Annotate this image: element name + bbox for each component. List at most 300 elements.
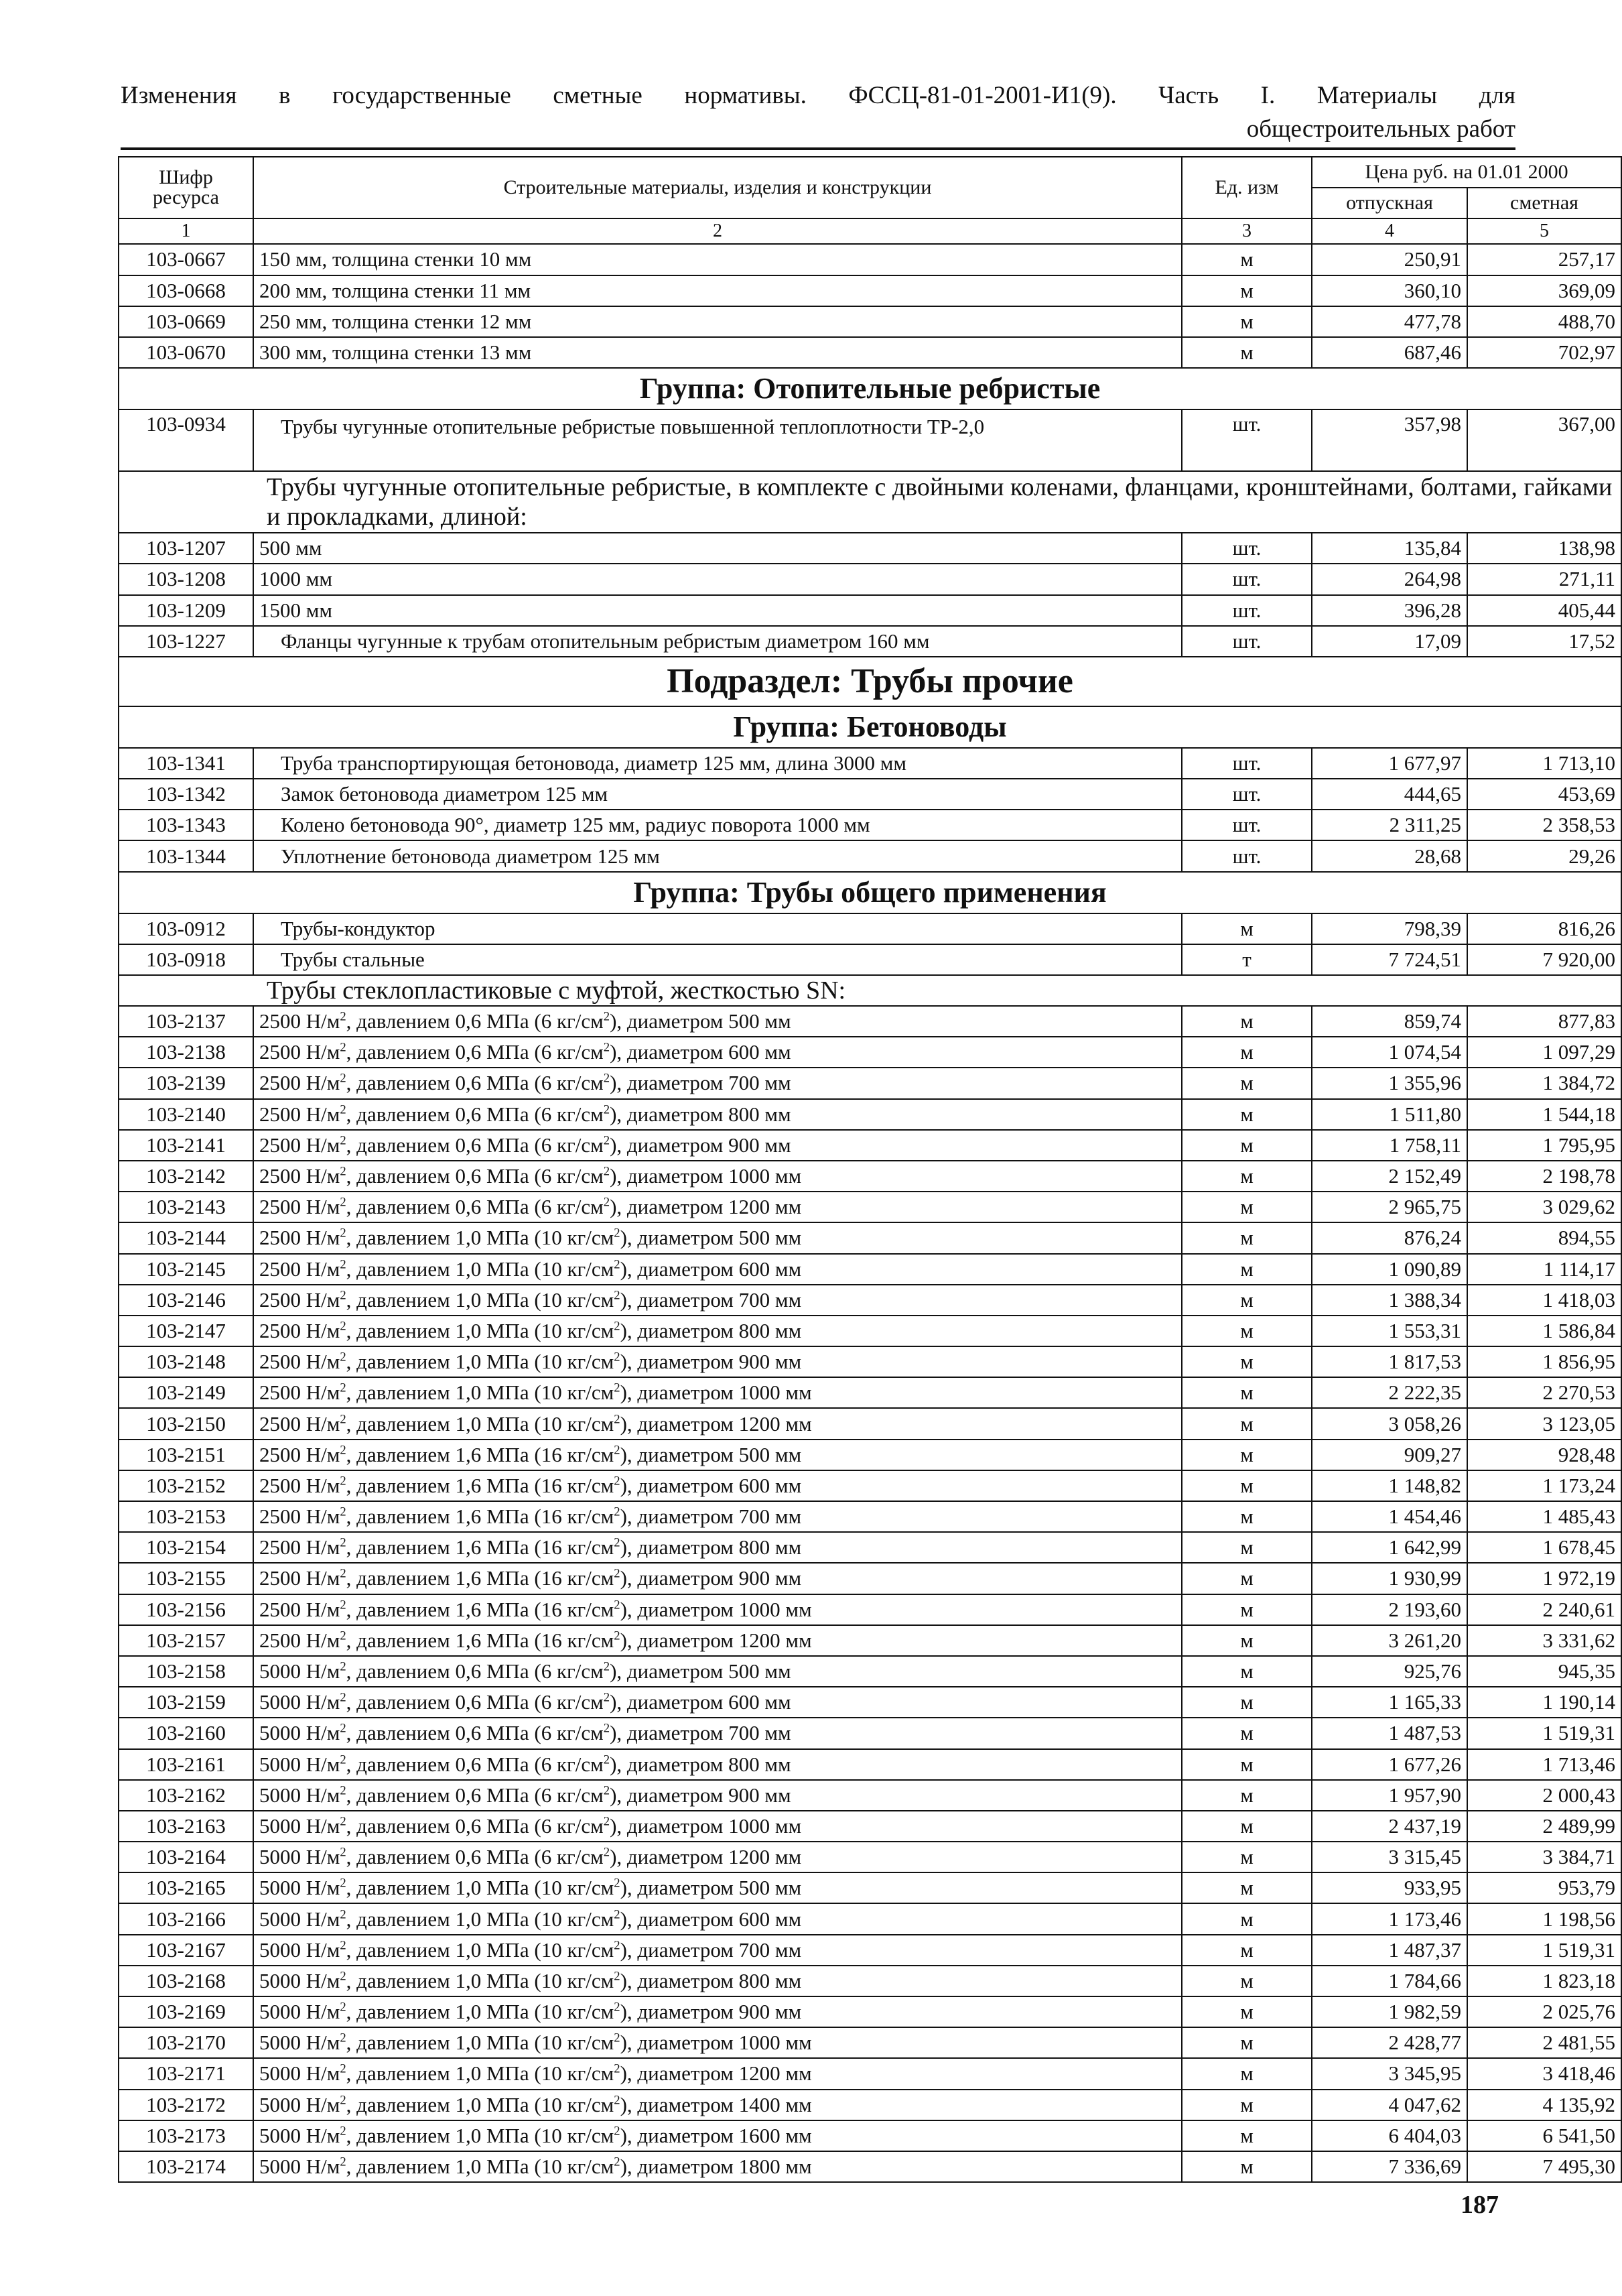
unit-cell: м	[1182, 1780, 1312, 1811]
resource-code: 103-2140	[119, 1099, 253, 1130]
release-price: 1 173,46	[1312, 1903, 1467, 1934]
unit-cell: м	[1182, 1903, 1312, 1934]
unit-cell: м	[1182, 1842, 1312, 1872]
material-name: 2500 $Н/м^2$, давлением 1,0 МПа (10 $кг/см^2$), диаметром 600 мм	[253, 1254, 1182, 1285]
table-row	[119, 2058, 1621, 2089]
material-name: 5000 $Н/м^2$, давлением 1,0 МПа (10 $кг/см^2$), диаметром 600 мм	[253, 1903, 1182, 1934]
table-row	[119, 1966, 1621, 1996]
release-price: 909,27	[1312, 1440, 1467, 1470]
resource-code: 103-1341	[119, 748, 253, 779]
release-price: 1 817,53	[1312, 1346, 1467, 1377]
table-row	[119, 1687, 1621, 1718]
unit-cell: шт.	[1182, 595, 1312, 626]
unit-cell: м	[1182, 1037, 1312, 1068]
release-price: 2 311,25	[1312, 810, 1467, 840]
group-heading-row	[119, 706, 1621, 748]
unit-cell: м	[1182, 1222, 1312, 1253]
unit-cell: м	[1182, 1377, 1312, 1408]
release-price: 135,84	[1312, 533, 1467, 564]
material-name: 2500 $Н/м^2$, давлением 0,6 МПа (6 $кг/см^2$), диаметром 500 мм	[253, 1006, 1182, 1037]
release-price: 876,24	[1312, 1222, 1467, 1253]
estimate-price: 7 920,00	[1467, 944, 1621, 975]
header-price-release: отпускная	[1312, 188, 1467, 218]
release-price: 1 758,11	[1312, 1130, 1467, 1161]
estimate-price: 1 823,18	[1467, 1966, 1621, 1996]
unit-cell: м	[1182, 1625, 1312, 1656]
release-price: 2 428,77	[1312, 2027, 1467, 2058]
estimate-price: 1 418,03	[1467, 1285, 1621, 1316]
unit-cell: шт.	[1182, 779, 1312, 810]
resource-code: 103-1209	[119, 595, 253, 626]
release-price: 1 454,46	[1312, 1501, 1467, 1532]
materials-price-table	[118, 156, 1622, 2183]
material-name: 2500 $Н/м^2$, давлением 1,0 МПа (10 $кг/см^2$), диаметром 1000 мм	[253, 1377, 1182, 1408]
table-row	[119, 1068, 1621, 1098]
table-row	[119, 1532, 1621, 1563]
estimate-price: 1 198,56	[1467, 1903, 1621, 1934]
unit-cell: м	[1182, 1872, 1312, 1903]
resource-code: 103-2169	[119, 1996, 253, 2027]
table-row	[119, 533, 1621, 564]
unit-cell: шт.	[1182, 409, 1312, 471]
unit-cell: м	[1182, 1966, 1312, 1996]
estimate-price: 928,48	[1467, 1440, 1621, 1470]
material-name: 2500 $Н/м^2$, давлением 0,6 МПа (6 $кг/см^2$), диаметром 900 мм	[253, 1130, 1182, 1161]
resource-code: 103-2155	[119, 1563, 253, 1594]
estimate-price: 3 384,71	[1467, 1842, 1621, 1872]
page-number: 187	[1461, 2191, 1499, 2219]
resource-code: 103-2171	[119, 2058, 253, 2089]
estimate-price: 2 358,53	[1467, 810, 1621, 840]
header-title-line2: общестроительных работ	[1246, 115, 1515, 143]
table-row	[119, 1656, 1621, 1687]
release-price: 264,98	[1312, 564, 1467, 594]
resource-code: 103-2172	[119, 2090, 253, 2120]
header-price-estimate: сметная	[1467, 188, 1621, 218]
estimate-price: 1 190,14	[1467, 1687, 1621, 1718]
material-name: 5000 $Н/м^2$, давлением 0,6 МПа (6 $кг/см^2$), диаметром 900 мм	[253, 1780, 1182, 1811]
table-row	[119, 810, 1621, 840]
material-name: 300 мм, толщина стенки 13 мм	[253, 337, 1182, 368]
release-price: 2 222,35	[1312, 1377, 1467, 1408]
material-name: 5000 $Н/м^2$, давлением 1,0 МПа (10 $кг/см^2$), диаметром 1000 мм	[253, 2027, 1182, 2058]
release-price: 1 388,34	[1312, 1285, 1467, 1316]
table-row	[119, 1099, 1621, 1130]
unit-cell: м	[1182, 2151, 1312, 2182]
resource-code: 103-2167	[119, 1935, 253, 1966]
material-name: 2500 $Н/м^2$, давлением 0,6 МПа (6 $кг/см^2$), диаметром 600 мм	[253, 1037, 1182, 1068]
material-name: 5000 $Н/м^2$, давлением 0,6 МПа (6 $кг/см^2$), диаметром 600 мм	[253, 1687, 1182, 1718]
estimate-price: 488,70	[1467, 306, 1621, 337]
material-name: 2500 $Н/м^2$, давлением 0,6 МПа (6 $кг/см^2$), диаметром 700 мм	[253, 1068, 1182, 1098]
estimate-price: 1 795,95	[1467, 1130, 1621, 1161]
material-name: 5000 $Н/м^2$, давлением 0,6 МПа (6 $кг/см^2$), диаметром 1200 мм	[253, 1842, 1182, 1872]
material-name: 5000 $Н/м^2$, давлением 1,0 МПа (10 $кг/см^2$), диаметром 1800 мм	[253, 2151, 1182, 2182]
table-header-row	[119, 157, 1621, 188]
estimate-price: 1 519,31	[1467, 1718, 1621, 1748]
material-name: 1500 мм	[253, 595, 1182, 626]
material-name: 5000 $Н/м^2$, давлением 1,0 МПа (10 $кг/см^2$), диаметром 1200 мм	[253, 2058, 1182, 2089]
table-row	[119, 1718, 1621, 1748]
estimate-price: 945,35	[1467, 1656, 1621, 1687]
estimate-price: 405,44	[1467, 595, 1621, 626]
resource-code: 103-2156	[119, 1594, 253, 1625]
resource-code: 103-2173	[119, 2120, 253, 2151]
estimate-price: 1 713,10	[1467, 748, 1621, 779]
release-price: 933,95	[1312, 1872, 1467, 1903]
estimate-price: 1 713,46	[1467, 1749, 1621, 1780]
table-row	[119, 337, 1621, 368]
resource-code: 103-2168	[119, 1966, 253, 1996]
resource-code: 103-2141	[119, 1130, 253, 1161]
estimate-price: 3 029,62	[1467, 1192, 1621, 1222]
release-price: 28,68	[1312, 840, 1467, 871]
release-price: 1 165,33	[1312, 1687, 1467, 1718]
estimate-price: 1 586,84	[1467, 1316, 1621, 1346]
release-price: 1 148,82	[1312, 1470, 1467, 1501]
resource-code: 103-2151	[119, 1440, 253, 1470]
table-row	[119, 1563, 1621, 1594]
table-row	[119, 1501, 1621, 1532]
resource-code: 103-2158	[119, 1656, 253, 1687]
release-price: 1 982,59	[1312, 1996, 1467, 2027]
estimate-price: 1 544,18	[1467, 1099, 1621, 1130]
estimate-price: 6 541,50	[1467, 2120, 1621, 2151]
material-name: 2500 $Н/м^2$, давлением 1,6 МПа (16 $кг/см^2$), диаметром 800 мм	[253, 1532, 1182, 1563]
unit-cell: м	[1182, 1440, 1312, 1470]
resource-code: 103-0667	[119, 244, 253, 275]
material-name: 5000 $Н/м^2$, давлением 1,0 МПа (10 $кг/см^2$), диаметром 800 мм	[253, 1966, 1182, 1996]
resource-code: 103-2152	[119, 1470, 253, 1501]
estimate-price: 2 025,76	[1467, 1996, 1621, 2027]
estimate-price: 1 856,95	[1467, 1346, 1621, 1377]
header-unit: Ед. изм	[1182, 157, 1312, 218]
unit-cell: м	[1182, 1099, 1312, 1130]
column-number: 2	[253, 218, 1182, 244]
resource-code: 103-2170	[119, 2027, 253, 2058]
resource-code: 103-2142	[119, 1161, 253, 1192]
table-row	[119, 1903, 1621, 1934]
estimate-price: 2 481,55	[1467, 2027, 1621, 2058]
release-price: 1 957,90	[1312, 1780, 1467, 1811]
header-price: Цена руб. на 01.01 2000	[1312, 157, 1621, 188]
table-row	[119, 1346, 1621, 1377]
material-name: 2500 $Н/м^2$, давлением 1,0 МПа (10 $кг/см^2$), диаметром 500 мм	[253, 1222, 1182, 1253]
estimate-price: 2 240,61	[1467, 1594, 1621, 1625]
estimate-price: 29,26	[1467, 840, 1621, 871]
estimate-price: 2 270,53	[1467, 1377, 1621, 1408]
table-row	[119, 1811, 1621, 1842]
group-heading-row	[119, 872, 1621, 913]
estimate-price: 702,97	[1467, 337, 1621, 368]
resource-code: 103-1344	[119, 840, 253, 871]
release-price: 1 074,54	[1312, 1037, 1467, 1068]
unit-cell: шт.	[1182, 840, 1312, 871]
resource-code: 103-2154	[119, 1532, 253, 1563]
subsection-heading: Подраздел: Трубы прочие	[119, 657, 1621, 706]
table-row	[119, 1285, 1621, 1316]
resource-code: 103-1208	[119, 564, 253, 594]
release-price: 250,91	[1312, 244, 1467, 275]
header-title-line1: Изменения в государственные сметные нормативы. ФССЦ-81-01-2001-И1(9). Часть I. Материалы для	[121, 82, 1515, 109]
page-header	[121, 79, 1515, 150]
material-name: 2500 $Н/м^2$, давлением 1,6 МПа (16 $кг/см^2$), диаметром 500 мм	[253, 1440, 1182, 1470]
table-row	[119, 1006, 1621, 1037]
resource-code: 103-2162	[119, 1780, 253, 1811]
material-name: 5000 $Н/м^2$, давлением 0,6 МПа (6 $кг/см^2$), диаметром 800 мм	[253, 1749, 1182, 1780]
table-row	[119, 944, 1621, 975]
unit-cell: м	[1182, 1068, 1312, 1098]
release-price: 1 677,97	[1312, 748, 1467, 779]
unit-cell: шт.	[1182, 533, 1312, 564]
resource-code: 103-2159	[119, 1687, 253, 1718]
unit-cell: т	[1182, 944, 1312, 975]
material-name: 5000 $Н/м^2$, давлением 0,6 МПа (6 $кг/см^2$), диаметром 500 мм	[253, 1656, 1182, 1687]
material-name: 5000 $Н/м^2$, давлением 0,6 МПа (6 $кг/см^2$), диаметром 1000 мм	[253, 1811, 1182, 1842]
resource-code: 103-1343	[119, 810, 253, 840]
material-name: 5000 $Н/м^2$, давлением 1,0 МПа (10 $кг/см^2$), диаметром 900 мм	[253, 1996, 1182, 2027]
unit-cell: м	[1182, 1935, 1312, 1966]
column-number: 3	[1182, 218, 1312, 244]
resource-code: 103-1227	[119, 626, 253, 657]
resource-code: 103-2139	[119, 1068, 253, 1098]
release-price: 1 511,80	[1312, 1099, 1467, 1130]
unit-cell: шт.	[1182, 626, 1312, 657]
material-name: 200 мм, толщина стенки 11 мм	[253, 275, 1182, 306]
release-price: 1 784,66	[1312, 1966, 1467, 1996]
release-price: 4 047,62	[1312, 2090, 1467, 2120]
estimate-price: 1 384,72	[1467, 1068, 1621, 1098]
material-name: 5000 $Н/м^2$, давлением 1,0 МПа (10 $кг/см^2$), диаметром 700 мм	[253, 1935, 1182, 1966]
estimate-price: 7 495,30	[1467, 2151, 1621, 2182]
unit-cell: м	[1182, 1316, 1312, 1346]
material-name: 250 мм, толщина стенки 12 мм	[253, 306, 1182, 337]
unit-cell: шт.	[1182, 810, 1312, 840]
unit-cell: м	[1182, 1718, 1312, 1748]
unit-cell: м	[1182, 337, 1312, 368]
unit-cell: м	[1182, 1161, 1312, 1192]
material-name: 2500 $Н/м^2$, давлением 1,6 МПа (16 $кг/см^2$), диаметром 1200 мм	[253, 1625, 1182, 1656]
group-intro-row	[119, 975, 1621, 1006]
resource-code: 103-1207	[119, 533, 253, 564]
unit-cell: м	[1182, 2027, 1312, 2058]
table-row	[119, 1161, 1621, 1192]
group-heading-row	[119, 368, 1621, 409]
estimate-price: 816,26	[1467, 913, 1621, 944]
unit-cell: м	[1182, 1470, 1312, 1501]
release-price: 1 930,99	[1312, 1563, 1467, 1594]
material-name: Трубы-кондуктор	[253, 913, 1182, 944]
estimate-price: 257,17	[1467, 244, 1621, 275]
material-name: 150 мм, толщина стенки 10 мм	[253, 244, 1182, 275]
table-row	[119, 409, 1621, 471]
estimate-price: 1 173,24	[1467, 1470, 1621, 1501]
unit-cell: м	[1182, 1192, 1312, 1222]
material-name: 2500 $Н/м^2$, давлением 0,6 МПа (6 $кг/см^2$), диаметром 1000 мм	[253, 1161, 1182, 1192]
material-name: 2500 $Н/м^2$, давлением 1,0 МПа (10 $кг/см^2$), диаметром 1200 мм	[253, 1408, 1182, 1439]
release-price: 7 336,69	[1312, 2151, 1467, 2182]
estimate-price: 271,11	[1467, 564, 1621, 594]
release-price: 1 553,31	[1312, 1316, 1467, 1346]
unit-cell: м	[1182, 2120, 1312, 2151]
estimate-price: 17,52	[1467, 626, 1621, 657]
estimate-price: 1 485,43	[1467, 1501, 1621, 1532]
estimate-price: 3 331,62	[1467, 1625, 1621, 1656]
resource-code: 103-0668	[119, 275, 253, 306]
release-price: 2 437,19	[1312, 1811, 1467, 1842]
resource-code: 103-2157	[119, 1625, 253, 1656]
estimate-price: 367,00	[1467, 409, 1621, 471]
release-price: 2 152,49	[1312, 1161, 1467, 1192]
resource-code: 103-0669	[119, 306, 253, 337]
release-price: 2 965,75	[1312, 1192, 1467, 1222]
group-heading: Группа: Отопительные ребристые	[119, 368, 1621, 409]
group-heading: Группа: Бетоноводы	[119, 706, 1621, 748]
table-row	[119, 1935, 1621, 1966]
unit-cell: м	[1182, 2090, 1312, 2120]
material-name: 2500 $Н/м^2$, давлением 1,6 МПа (16 $кг/см^2$), диаметром 1000 мм	[253, 1594, 1182, 1625]
estimate-price: 1 519,31	[1467, 1935, 1621, 1966]
release-price: 2 193,60	[1312, 1594, 1467, 1625]
release-price: 798,39	[1312, 913, 1467, 944]
unit-cell: м	[1182, 1501, 1312, 1532]
resource-code: 103-2153	[119, 1501, 253, 1532]
resource-code: 103-2161	[119, 1749, 253, 1780]
table-row	[119, 1254, 1621, 1285]
unit-cell: м	[1182, 1656, 1312, 1687]
table-row	[119, 1780, 1621, 1811]
resource-code: 103-1342	[119, 779, 253, 810]
subsection-heading-row	[119, 657, 1621, 706]
resource-code: 103-2166	[119, 1903, 253, 1934]
resource-code: 103-2164	[119, 1842, 253, 1872]
unit-cell: м	[1182, 1811, 1312, 1842]
resource-code: 103-2150	[119, 1408, 253, 1439]
unit-cell: м	[1182, 1130, 1312, 1161]
release-price: 396,28	[1312, 595, 1467, 626]
estimate-price: 453,69	[1467, 779, 1621, 810]
unit-cell: м	[1182, 1408, 1312, 1439]
estimate-price: 894,55	[1467, 1222, 1621, 1253]
resource-code: 103-2160	[119, 1718, 253, 1748]
table-row	[119, 1222, 1621, 1253]
resource-code: 103-2165	[119, 1872, 253, 1903]
unit-cell: м	[1182, 1346, 1312, 1377]
group-intro-row	[119, 471, 1621, 533]
estimate-price: 877,83	[1467, 1006, 1621, 1037]
release-price: 357,98	[1312, 409, 1467, 471]
unit-cell: м	[1182, 1563, 1312, 1594]
material-name: Труба транспортирующая бетоновода, диаметр 125 мм, длина 3000 мм	[253, 748, 1182, 779]
header-name: Строительные материалы, изделия и конструкции	[253, 157, 1182, 218]
unit-cell: шт.	[1182, 748, 1312, 779]
resource-code: 103-0934	[119, 409, 253, 471]
release-price: 1 090,89	[1312, 1254, 1467, 1285]
table-row	[119, 1130, 1621, 1161]
release-price: 1 355,96	[1312, 1068, 1467, 1098]
release-price: 6 404,03	[1312, 2120, 1467, 2151]
group-heading: Группа: Трубы общего применения	[119, 872, 1621, 913]
table-row	[119, 1408, 1621, 1439]
unit-cell: м	[1182, 1996, 1312, 2027]
column-number: 5	[1467, 218, 1621, 244]
estimate-price: 4 135,92	[1467, 2090, 1621, 2120]
resource-code: 103-2163	[119, 1811, 253, 1842]
table-row	[119, 1192, 1621, 1222]
release-price: 7 724,51	[1312, 944, 1467, 975]
estimate-price: 2 198,78	[1467, 1161, 1621, 1192]
resource-code: 103-2137	[119, 1006, 253, 1037]
unit-cell: м	[1182, 1687, 1312, 1718]
resource-code: 103-0670	[119, 337, 253, 368]
release-price: 3 315,45	[1312, 1842, 1467, 1872]
estimate-price: 1 114,17	[1467, 1254, 1621, 1285]
estimate-price: 1 678,45	[1467, 1532, 1621, 1563]
estimate-price: 1 097,29	[1467, 1037, 1621, 1068]
group-intro: Трубы стеклопластиковые с муфтой, жесткостью SN:	[119, 975, 1621, 1006]
resource-code: 103-2148	[119, 1346, 253, 1377]
release-price: 1 677,26	[1312, 1749, 1467, 1780]
release-price: 17,09	[1312, 626, 1467, 657]
table-row	[119, 2120, 1621, 2151]
material-name: 2500 $Н/м^2$, давлением 1,6 МПа (16 $кг/см^2$), диаметром 900 мм	[253, 1563, 1182, 1594]
unit-cell: м	[1182, 1254, 1312, 1285]
table-row	[119, 840, 1621, 871]
release-price: 1 487,37	[1312, 1935, 1467, 1966]
estimate-price: 1 972,19	[1467, 1563, 1621, 1594]
release-price: 1 642,99	[1312, 1532, 1467, 1563]
table-row	[119, 748, 1621, 779]
estimate-price: 369,09	[1467, 275, 1621, 306]
table-row	[119, 1316, 1621, 1346]
release-price: 444,65	[1312, 779, 1467, 810]
table-row	[119, 275, 1621, 306]
resource-code: 103-2138	[119, 1037, 253, 1068]
table-row	[119, 564, 1621, 594]
table-row	[119, 244, 1621, 275]
resource-code: 103-2144	[119, 1222, 253, 1253]
table-row	[119, 626, 1621, 657]
material-name: Трубы стальные	[253, 944, 1182, 975]
table-row	[119, 1749, 1621, 1780]
unit-cell: м	[1182, 1006, 1312, 1037]
unit-cell: м	[1182, 244, 1312, 275]
material-name: 2500 $Н/м^2$, давлением 1,0 МПа (10 $кг/см^2$), диаметром 700 мм	[253, 1285, 1182, 1316]
unit-cell: м	[1182, 275, 1312, 306]
table-row	[119, 1625, 1621, 1656]
unit-cell: м	[1182, 1285, 1312, 1316]
table-row	[119, 595, 1621, 626]
unit-cell: м	[1182, 2058, 1312, 2089]
estimate-price: 2 489,99	[1467, 1811, 1621, 1842]
estimate-price: 953,79	[1467, 1872, 1621, 1903]
material-name: 5000 $Н/м^2$, давлением 1,0 МПа (10 $кг/см^2$), диаметром 1400 мм	[253, 2090, 1182, 2120]
material-name: 2500 $Н/м^2$, давлением 1,6 МПа (16 $кг/см^2$), диаметром 600 мм	[253, 1470, 1182, 1501]
table-row	[119, 1996, 1621, 2027]
estimate-price: 3 123,05	[1467, 1408, 1621, 1439]
table-row	[119, 1842, 1621, 1872]
table-row	[119, 1037, 1621, 1068]
release-price: 687,46	[1312, 337, 1467, 368]
unit-cell: м	[1182, 1594, 1312, 1625]
unit-cell: м	[1182, 306, 1312, 337]
resource-code: 103-2149	[119, 1377, 253, 1408]
material-name: 500 мм	[253, 533, 1182, 564]
estimate-price: 3 418,46	[1467, 2058, 1621, 2089]
estimate-price: 138,98	[1467, 533, 1621, 564]
resource-code: 103-2174	[119, 2151, 253, 2182]
resource-code: 103-0912	[119, 913, 253, 944]
